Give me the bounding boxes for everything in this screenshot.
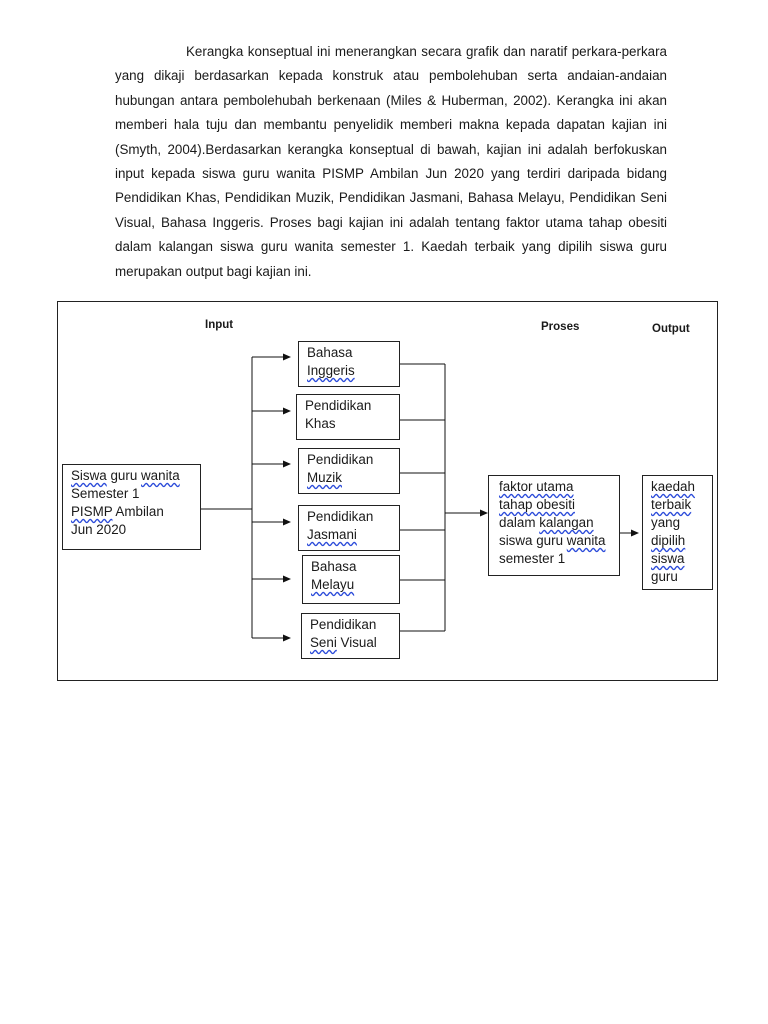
source-box: Siswa guru wanita Semester 1 PISMP Ambilan Jun 2020 bbox=[62, 464, 201, 550]
output-label: Output bbox=[652, 323, 690, 335]
field-box-pendidikan-muzik: Pendidikan Muzik bbox=[298, 448, 400, 494]
field-box-pendidikan-seni-visual: Pendidikan Seni Visual bbox=[301, 613, 400, 659]
input-label: Input bbox=[205, 319, 234, 331]
process-box: faktor utama tahap obesiti dalam kalangan siswa guru wanita semester 1 bbox=[488, 475, 620, 576]
intro-paragraph: Kerangka konseptual ini menerangkan secara grafik dan naratif perkara-perkara yang dikaji berdasarkan kepada konstruk atau pembolehuban serta andaian-andaian hubungan antara pembolehubah berkenaan (Miles & Huberman, 2002). Kerangka ini akan memberi hala tuju dan membantu penyelidik memberi makna kepada dapatan kajian ini (Smyth, 2004).Berdasarkan kerangka konseptual di bawah, kajian ini adalah berfokuskan input kepada siswa guru wanita PISMP Ambilan Jun 2020 yang terdiri daripada bidang Pendidikan Khas, Pendidikan Muzik, Pendidikan Jasmani, Bahasa Melayu, Pendidikan Seni Visual, Bahasa Inggeris. Proses bagi kajian ini adalah tentang faktor utama tahap obesiti dalam kalangan siswa guru wanita semester 1. Kaedah terbaik yang dipilih siswa guru merupakan output bagi kajian ini. bbox=[115, 44, 667, 279]
field-box-bahasa-melayu: Bahasa Melayu bbox=[302, 555, 400, 604]
field-box-pendidikan-khas: Pendidikan Khas bbox=[296, 394, 400, 440]
field-box-bahasa-inggeris: Bahasa Inggeris bbox=[298, 341, 400, 387]
output-box: kaedah terbaik yang dipilih siswa guru bbox=[642, 475, 713, 590]
field-box-pendidikan-jasmani: Pendidikan Jasmani bbox=[298, 505, 400, 551]
proses-label: Proses bbox=[541, 321, 580, 333]
